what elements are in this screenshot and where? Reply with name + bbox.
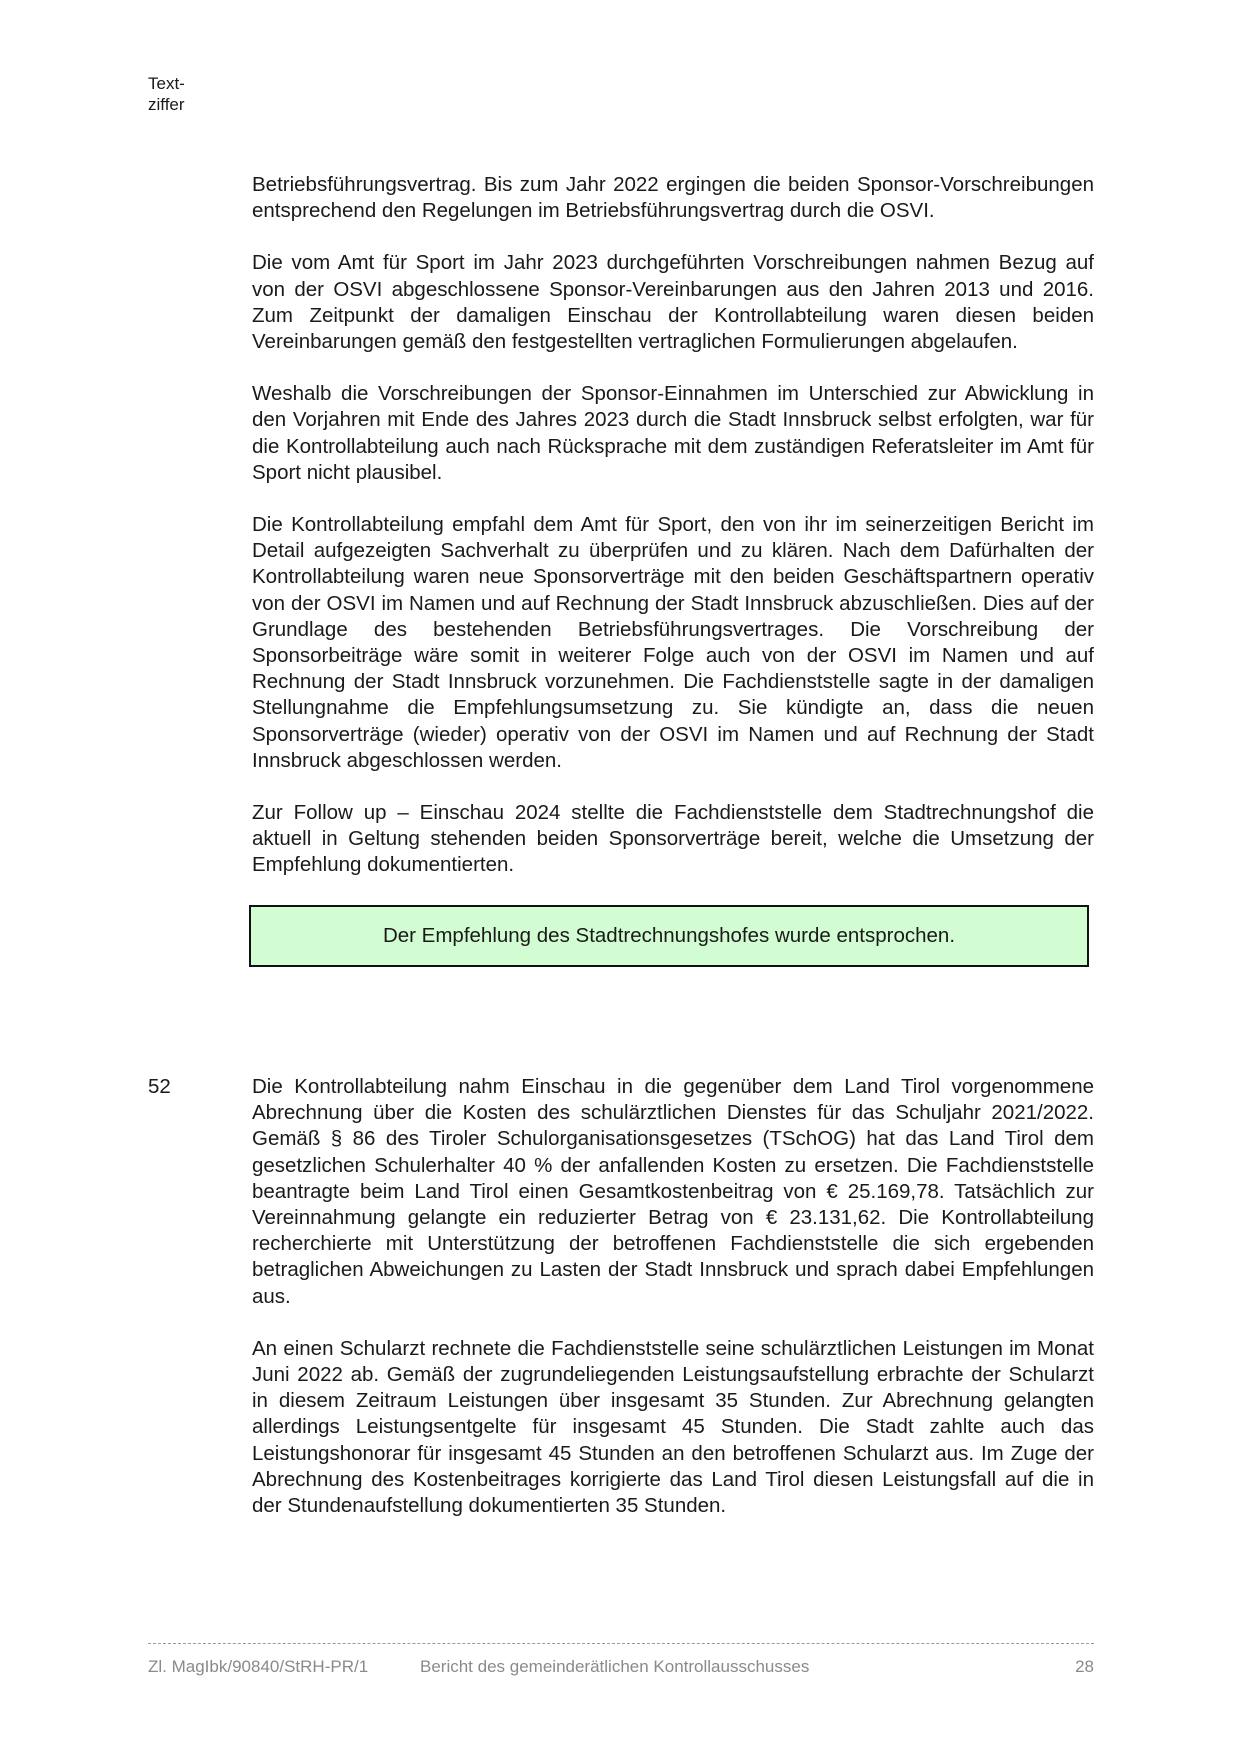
result-box-text: Der Empfehlung des Stadtrechnungshofes wurde entsprochen. [382,923,956,947]
margin-label [148,73,185,115]
paragraph: Die Kontrollabteilung empfahl dem Amt für Sport, den von ihr im seinerzeitigen Bericht im Detail aufgezeigten Sachverhalt zu überprüfen und zu klären. Nach dem Dafürhalten der Kontrollabteilung waren neue Sponsorverträge mit den beiden Geschäftspartnern operativ von der OSVI im Namen und auf Rechnung der Stadt Innsbruck abzuschließen. Dies auf der Grundlage des bestehenden Betriebsführungsvertrages. Die Vorschreibung der Sponsorbeiträge wäre somit in weiterer Folge auch von der OSVI im Namen und auf Rechnung der Stadt Innsbruck vorzunehmen. Die Fachdienststelle sagte in der damaligen Stellungnahme die Empfehlungsumsetzung zu. Sie kündigte an, dass die neuen Sponsorverträge (wieder) operativ von der OSVI im Namen und auf Rechnung der Stadt Innsbruck abgeschlossen werden. [252,513,1094,772]
paragraph: Zur Follow up – Einschau 2024 stellte die Fachdienststelle dem Stadtrechnungshof die aktuell in Geltung stehenden beiden Sponsorverträge bereit, welche die Umsetzung der Empfehlung dokumentierten. [252,801,1094,877]
paragraph: Weshalb die Vorschreibungen der Sponsor-Einnahmen im Unterschied zur Abwicklung in den Vorjahren mit Ende des Jahres 2023 durch die Stadt Innsbruck selbst erfolgten, war für die Kontrollabteilung auch nach Rücksprache mit dem zuständigen Referatsleiter im Amt für Sport nicht plausibel. [252,382,1094,484]
section-number: 52 [148,1075,171,1098]
page-number: 28 [1075,1657,1094,1676]
body-text-section-52 [252,1074,1094,1545]
paragraph: An einen Schularzt rechnete die Fachdienststelle seine schulärztlichen Leistungen im Monat Juni 2022 ab. Gemäß der zugrundeliegenden Leistungsaufstellung erbrachte der Schularzt in diesem Zeitraum Leistungen über insgesamt 35 Stunden. Zur Abrechnung gelangten allerdings Leistungsentgelte für insgesamt 45 Stunden. Die Stadt zahlte auch das Leistungshonorar für insgesamt 45 Stunden an den betroffenen Schularzt aus. Im Zuge der Abrechnung des Kostenbeitrages korrigierte das Land Tirol diesen Leistungsfall auf die in der Stundenaufstellung dokumentierten 35 Stunden. [252,1336,1094,1518]
footer-title: Bericht des gemeinderätlichen Kontrollausschusses [420,1657,810,1676]
paragraph: Die vom Amt für Sport im Jahr 2023 durchgeführten Vorschreibungen nahmen Bezug auf von der OSVI abgeschlossene Sponsor-Vereinbarungen aus den Jahren 2013 und 2016. Zum Zeitpunkt der damaligen Einschau der Kontrollabteilung waren diesen beiden Vereinbarungen gemäß den festgestellten vertraglichen Formulierungen abgelaufen. [252,251,1094,354]
body-text-top [252,172,1094,967]
footer-reference: Zl. MagIbk/90840/StRH-PR/1 [148,1657,369,1676]
paragraph: Betriebsführungsvertrag. Bis zum Jahr 2022 ergingen die beiden Sponsor-Vorschreibungen entsprechend den Regelungen im Betriebsführungsvertrag durch die OSVI. [252,173,1094,223]
paragraph: Die Kontrollabteilung nahm Einschau in die gegenüber dem Land Tirol vorgenommene Abrechnung über die Kosten des schulärztlichen Dienstes für das Schuljahr 2021/2022. Gemäß § 86 des Tiroler Schulorganisationsgesetzes (TSchOG) hat das Land Tirol dem gesetzlichen Schulerhalter 40 % der anfallenden Kosten zu ersetzen. Die Fachdienststelle beantragte beim Land Tirol einen Gesamtkostenbeitrag von € 25.169,78. Tatsächlich zur Vereinnahmung gelangte ein reduzierter Betrag von € 23.131,62. Die Kontrollabteilung recherchierte mit Unterstützung der betroffenen Fachdienststelle die sich ergebenden betraglichen Abweichungen zu Lasten der Stadt Innsbruck und sprach dabei Empfehlungen aus. [252,1075,1094,1308]
result-box [249,905,1089,967]
footer-divider [148,1643,1094,1644]
margin-label-line2: ziffer [148,95,185,114]
margin-label-line1: Text- [148,74,185,93]
